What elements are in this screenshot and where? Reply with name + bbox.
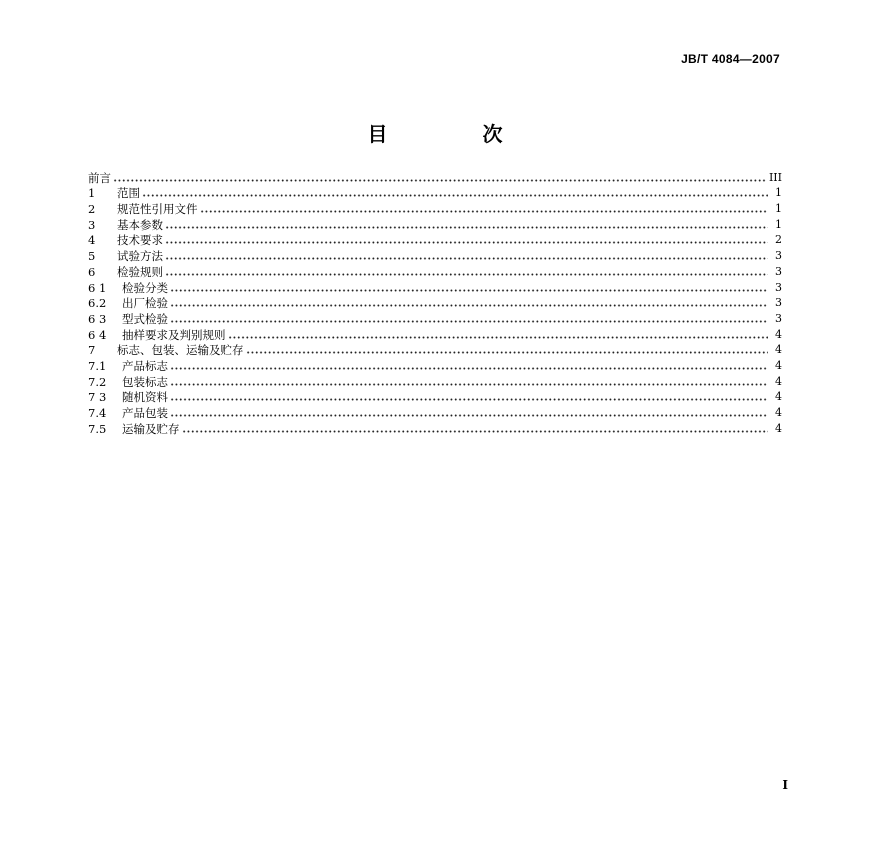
toc-label: 随机资料 <box>122 390 168 405</box>
toc-number: 7 3 <box>88 390 107 405</box>
toc-page-number: 4 <box>775 343 782 357</box>
toc-entry-product-marking[interactable] <box>88 357 782 373</box>
toc-leader-dots <box>170 289 768 292</box>
toc-page-number: 1 <box>775 217 782 231</box>
toc-page-number: 3 <box>775 264 782 278</box>
toc-page-number: 3 <box>775 249 782 263</box>
toc-label: 试验方法 <box>117 249 163 264</box>
toc-label: 基本参数 <box>117 217 163 232</box>
toc-entry-sampling-rules[interactable] <box>88 326 782 342</box>
toc-leader-dots <box>113 179 767 182</box>
toc-number: 6 <box>88 264 96 279</box>
toc-label: 产品包装 <box>122 406 168 420</box>
toc-leader-dots <box>182 430 769 433</box>
toc-entry-basic-parameters[interactable] <box>88 216 782 232</box>
standard-number: JB/T 4084—2007 <box>681 52 780 66</box>
toc-label: 标志、包装、运输及贮存 <box>117 343 244 358</box>
toc-leader-dots <box>200 210 769 213</box>
toc-label: 检验分类 <box>122 280 168 295</box>
toc-number: 7.4 <box>88 406 107 420</box>
toc-entry-technical-requirements[interactable] <box>88 232 782 248</box>
toc-number: 6 4 <box>88 327 107 342</box>
toc-label: 检验规则 <box>117 264 163 279</box>
toc-number: 7 <box>88 343 96 358</box>
toc-page-number: 3 <box>775 296 782 310</box>
toc-label: 运输及贮存 <box>122 421 180 436</box>
toc-leader-dots <box>170 367 768 370</box>
toc-leader-dots <box>142 194 768 197</box>
toc-page-number: 1 <box>775 202 782 216</box>
toc-leader-dots <box>170 320 768 323</box>
toc-entry-inspection-rules[interactable] <box>88 263 782 279</box>
toc-page-number: 3 <box>775 311 782 325</box>
toc-leader-dots <box>165 226 768 229</box>
toc-leader-dots <box>170 398 768 401</box>
toc-entry-packaging-marking[interactable] <box>88 373 782 389</box>
toc-leader-dots <box>246 351 769 354</box>
toc-entry-scope[interactable] <box>88 185 782 201</box>
toc-label: 型式检验 <box>122 311 168 326</box>
toc-leader-dots <box>170 304 768 307</box>
toc-number: 3 <box>88 217 96 232</box>
toc-page-number: 4 <box>775 358 782 372</box>
toc-page-number: 4 <box>775 327 782 341</box>
toc-number: 7.2 <box>88 374 107 389</box>
toc-label: 规范性引用文件 <box>117 202 198 217</box>
toc-label: 前言 <box>88 170 111 185</box>
toc-number: 2 <box>88 202 96 217</box>
toc-page-number: 4 <box>775 390 782 404</box>
toc-number: 7.5 <box>88 421 107 436</box>
page-title: 目 次 <box>367 122 547 146</box>
toc-leader-dots <box>165 257 768 260</box>
toc-page-number: 4 <box>775 374 782 388</box>
toc-label: 包装标志 <box>122 374 168 389</box>
toc-entry-type-inspection[interactable] <box>88 310 782 326</box>
toc-entry-factory-inspection[interactable] <box>88 295 782 311</box>
toc-entry-normative-references[interactable] <box>88 200 782 216</box>
toc-entry-accompanying-documents[interactable] <box>88 389 782 405</box>
toc-page-number: 1 <box>775 186 782 200</box>
toc-leader-dots <box>165 273 768 276</box>
toc-number: 4 <box>88 233 96 248</box>
toc-number: 5 <box>88 249 96 264</box>
toc-leader-dots <box>170 414 768 417</box>
toc-page-number: 2 <box>775 233 782 247</box>
toc-number: 6 1 <box>88 280 107 295</box>
toc-label: 范围 <box>117 186 140 201</box>
table-of-contents <box>88 169 782 436</box>
toc-number: 6.2 <box>88 296 107 311</box>
toc-label: 出厂检验 <box>122 296 168 311</box>
toc-page-number: 4 <box>775 406 782 419</box>
toc-entry-test-methods[interactable] <box>88 247 782 263</box>
toc-number: 7.1 <box>88 358 107 373</box>
toc-page-number: III <box>768 170 782 184</box>
toc-label: 产品标志 <box>122 358 168 373</box>
toc-entry-inspection-classification[interactable] <box>88 279 782 295</box>
toc-label: 抽样要求及判别规则 <box>122 327 226 342</box>
toc-leader-dots <box>165 241 768 244</box>
toc-label: 技术要求 <box>117 233 163 248</box>
toc-entry-foreword[interactable] <box>88 169 782 185</box>
toc-entry-product-packaging[interactable] <box>88 404 782 420</box>
page-number: I <box>782 778 788 792</box>
toc-entry-marking-packaging-transport-storage[interactable] <box>88 342 782 358</box>
toc-leader-dots <box>170 383 768 386</box>
toc-page-number: 3 <box>775 280 782 294</box>
toc-entry-transport-storage[interactable] <box>88 420 782 436</box>
toc-leader-dots <box>228 336 769 339</box>
toc-number: 1 <box>88 186 96 201</box>
toc-number: 6 3 <box>88 311 107 326</box>
toc-page-number: 4 <box>775 421 782 435</box>
